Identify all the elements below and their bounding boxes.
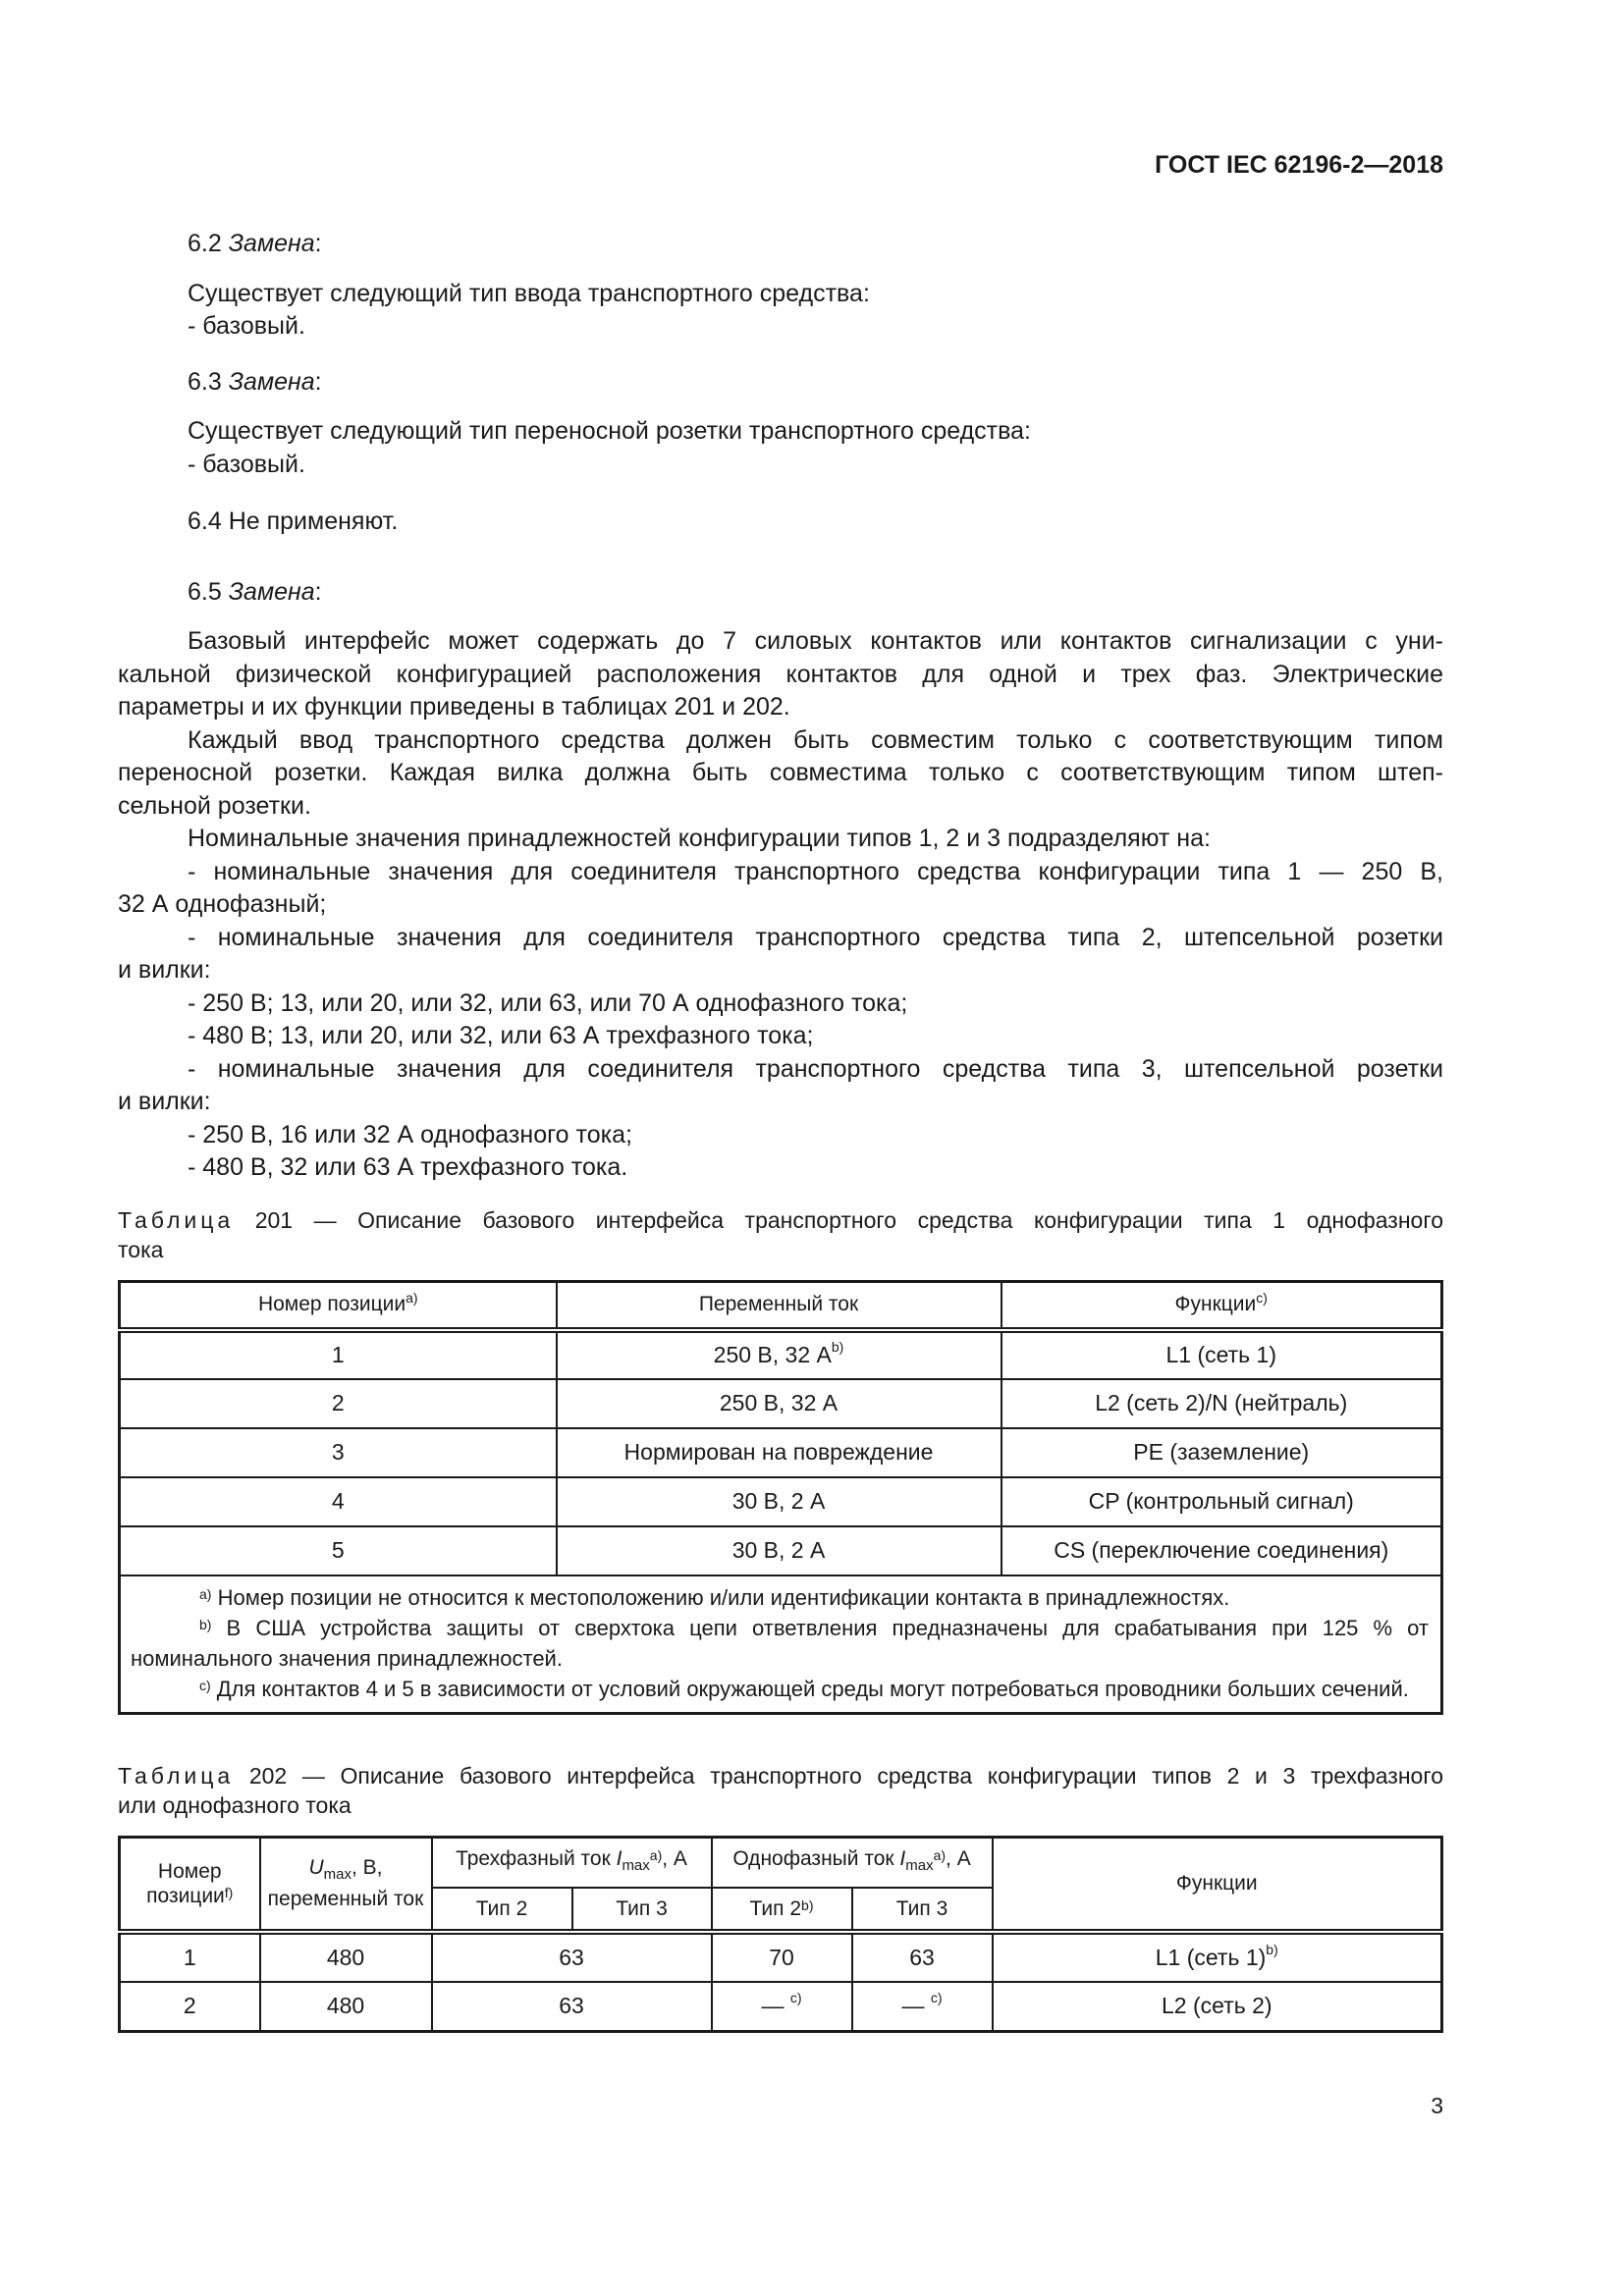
table-row bbox=[120, 1477, 1442, 1526]
section-6-4: 6.4 Не применяют. bbox=[188, 507, 399, 535]
caption-word: Таблица bbox=[118, 1763, 235, 1789]
text-line: - номинальные значения для соединителя транспортного средства типа 3, штепсельной розетки bbox=[188, 1054, 1443, 1083]
footnote: $^{a)}$ Номер позиции не относится к местоположению и/или идентификации контакта в принадлежностях. bbox=[199, 1584, 1230, 1610]
section-number: 6.2 bbox=[188, 230, 229, 257]
section-6-5-body bbox=[118, 625, 1443, 1185]
cell: 63 bbox=[852, 1932, 993, 1982]
colon: : bbox=[314, 578, 322, 606]
table-202 bbox=[118, 1836, 1443, 2033]
cell: CS (переключение соединения) bbox=[1001, 1526, 1442, 1575]
colon: : bbox=[314, 230, 322, 257]
cell: 30 В, 2 А bbox=[557, 1477, 1001, 1526]
caption-text: или однофазного тока bbox=[118, 1792, 352, 1818]
section-label: Замена bbox=[228, 230, 315, 257]
cell: 30 В, 2 А bbox=[557, 1526, 1001, 1575]
column-header: Тип 3 bbox=[852, 1888, 993, 1932]
column-header: Номер позиции$^{f)}$ bbox=[120, 1838, 260, 1932]
column-header: Функции bbox=[993, 1838, 1442, 1932]
page-number: 3 bbox=[1431, 2093, 1443, 2118]
colon: : bbox=[314, 368, 322, 396]
column-header: $U_{max}$, В, переменный ток bbox=[260, 1838, 432, 1932]
cell: 70 bbox=[712, 1932, 852, 1982]
cell: — $^{c)}$ bbox=[852, 1982, 993, 2032]
cell: 4 bbox=[120, 1477, 557, 1526]
cell: 480 bbox=[260, 1982, 432, 2032]
table-header-row bbox=[120, 1838, 1442, 1888]
cell: L2 (сеть 2) bbox=[993, 1982, 1442, 2032]
cell: 250 В, 32 $А^{b)}$ bbox=[557, 1330, 1001, 1379]
text-line: - номинальные значения для соединителя транспортного средства типа 2, штепсельной розетки bbox=[188, 923, 1443, 951]
text-line: 32 А однофазный; bbox=[118, 890, 327, 918]
section-label: Замена bbox=[228, 368, 315, 396]
table-footnotes bbox=[120, 1575, 1442, 1714]
column-header: Однофазный ток $I_{max}^{a)}$, А bbox=[712, 1838, 993, 1888]
section-6-3-text: Существует следующий тип переносной розетки транспортного средства: bbox=[188, 417, 1031, 445]
text-line: и вилки: bbox=[118, 956, 211, 984]
text-line: кальной физической конфигурацией расположения контактов для одной и трех фаз. Электрические bbox=[118, 660, 1443, 688]
column-header: Тип 2$^{b)}$ bbox=[712, 1888, 852, 1932]
footnote: $^{c)}$ Для контактов 4 и 5 в зависимости от условий окружающей среды могут потребоваться проводники больших сечений. bbox=[199, 1676, 1409, 1701]
section-label: Замена bbox=[228, 578, 315, 606]
column-header: Номер позиции$^{a)}$ bbox=[120, 1282, 557, 1330]
section-6-2-text: Существует следующий тип ввода транспортного средства: bbox=[188, 280, 870, 307]
cell: 63 bbox=[432, 1932, 712, 1982]
table-201 bbox=[118, 1280, 1443, 1715]
table-row bbox=[120, 1982, 1442, 2032]
text-line: - 480 В; 13, или 20, или 32, или 63 А трехфазного тока; bbox=[188, 1022, 814, 1049]
cell: 3 bbox=[120, 1428, 557, 1477]
text-line: параметры и их функции приведены в таблицах 201 и 202. bbox=[118, 693, 790, 721]
text-line: Номинальные значения принадлежностей конфигурации типов 1, 2 и 3 подразделяют на: bbox=[188, 825, 1211, 852]
caption-text: тока bbox=[118, 1237, 164, 1262]
caption-text: 202 — Описание базового интерфейса транспортного средства конфигурации типов 2 и 3 трехфазного bbox=[234, 1763, 1443, 1789]
text-line: Каждый ввод транспортного средства должен быть совместим только с соответствующим типом bbox=[188, 725, 1443, 754]
table-row bbox=[120, 1932, 1442, 1982]
cell: 63 bbox=[432, 1982, 712, 2032]
caption-word: Таблица bbox=[118, 1207, 235, 1233]
column-header: Тип 3 bbox=[572, 1888, 712, 1932]
text-line: сельной розетки. bbox=[118, 791, 311, 820]
cell: 2 bbox=[120, 1379, 557, 1428]
section-number: 6.5 bbox=[188, 578, 229, 606]
column-header: Функции$^{c)}$ bbox=[1001, 1282, 1442, 1330]
cell: 1 bbox=[120, 1330, 557, 1379]
section-6-3-heading bbox=[188, 365, 322, 399]
cell: 480 bbox=[260, 1932, 432, 1982]
cell: 1 bbox=[120, 1932, 260, 1982]
table-row bbox=[120, 1526, 1442, 1575]
cell: CP (контрольный сигнал) bbox=[1001, 1477, 1442, 1526]
table-header-row bbox=[120, 1282, 1442, 1330]
text-line: - 480 В, 32 или 63 А трехфазного тока. bbox=[188, 1153, 628, 1181]
column-header: Трехфазный ток $I_{max}^{a)}$, А bbox=[432, 1838, 712, 1888]
column-header: Переменный ток bbox=[557, 1282, 1001, 1330]
column-header: Тип 2 bbox=[432, 1888, 572, 1932]
table-row bbox=[120, 1428, 1442, 1477]
cell: — $^{c)}$ bbox=[712, 1982, 852, 2032]
cell: PE (заземление) bbox=[1001, 1428, 1442, 1477]
section-6-2-item: - базовый. bbox=[188, 312, 305, 340]
text-line: Базовый интерфейс может содержать до 7 силовых контактов или контактов сигнализации с уни- bbox=[188, 627, 1443, 655]
caption-text: 201 — Описание базового интерфейса транспортного средства конфигурации типа 1 однофазного bbox=[234, 1207, 1443, 1233]
section-6-3-item: - базовый. bbox=[188, 451, 305, 478]
table-202-caption bbox=[118, 1761, 1443, 1820]
cell: L2 (сеть 2)/N (нейтраль) bbox=[1001, 1379, 1442, 1428]
text-line: и вилки: bbox=[118, 1088, 211, 1115]
document-header: ГОСТ IEC 62196-2—2018 bbox=[1155, 151, 1443, 179]
cell: L1 (сеть 1)$^{b)}$ bbox=[993, 1932, 1442, 1982]
text-line: - 250 В; 13, или 20, или 32, или 63, или 70 А однофазного тока; bbox=[188, 988, 908, 1017]
cell: 2 bbox=[120, 1982, 260, 2032]
cell: Нормирован на повреждение bbox=[557, 1428, 1001, 1477]
table-201-caption bbox=[118, 1205, 1443, 1264]
text-line: - 250 В, 16 или 32 А однофазного тока; bbox=[188, 1120, 632, 1148]
footnote: $^{b)}$ В США устройства защиты от сверхтока цепи ответвления предназначены для срабатывания при 125 % от номинального значения принадлежностей. bbox=[131, 1615, 1429, 1671]
cell: 5 bbox=[120, 1526, 557, 1575]
text-line: переносной розетки. Каждая вилка должна быть совместима только с соответствующим типом штеп- bbox=[118, 759, 1443, 786]
section-6-2-heading bbox=[188, 227, 322, 260]
section-number: 6.3 bbox=[188, 368, 229, 396]
table-row bbox=[120, 1330, 1442, 1379]
text-line: - номинальные значения для соединителя транспортного средства конфигурации типа 1 — 250 В, bbox=[188, 857, 1443, 885]
cell: 250 В, 32 А bbox=[557, 1379, 1001, 1428]
table-row bbox=[120, 1379, 1442, 1428]
section-6-5-heading bbox=[188, 575, 322, 609]
cell: L1 (сеть 1) bbox=[1001, 1330, 1442, 1379]
